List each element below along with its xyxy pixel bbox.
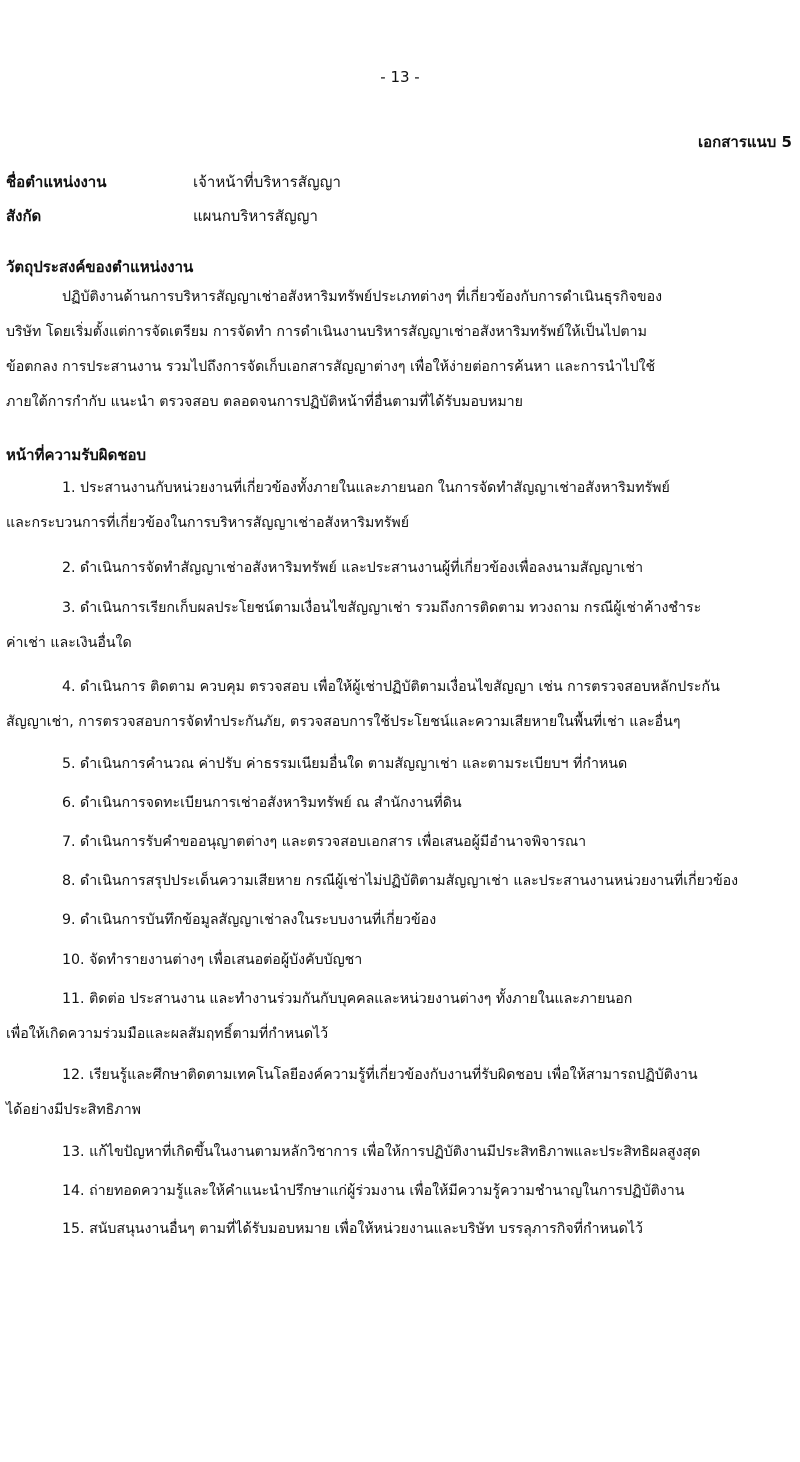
duty-item-12: 12. เรียนรู้และศึกษาติดตามเทคโนโลยีองค์ความรู้ที่เกี่ยวข้องกับงานที่รับผิดชอบ เพื่อให้สามารถปฏิบัติงาน ได้อย่างมีประสิทธิภาพ [6, 1067, 698, 1118]
objective-line: ภายใต้การกำกับ แนะนำ ตรวจสอบ ตลอดจนการปฏิบัติหน้าที่อื่นตามที่ได้รับมอบหมาย [6, 394, 523, 410]
duty-item-1: 1. ประสานงานกับหน่วยงานที่เกี่ยวข้องทั้งภายในและภายนอก ในการจัดทำสัญญาเช่าอสังหาริมทรัพย์ และกระบวนการที่เกี่ยวข้องในการบริหารสัญญาเช่าอสังหาริมทรัพย์ [6, 480, 670, 531]
duty-item-5: 5. ดำเนินการคำนวณ ค่าปรับ ค่าธรรมเนียมอื่นใด ตามสัญญาเช่า และตามระเบียบฯ ที่กำหนด [62, 756, 628, 772]
position-label: ชื่อตำแหน่งงาน [6, 173, 107, 191]
duty-item-15: 15. สนับสนุนงานอื่นๆ ตามที่ได้รับมอบหมาย เพื่อให้หน่วยงานและบริษัท บรรลุภารกิจที่กำหนดไว้ [62, 1221, 643, 1237]
duty-item-11: 11. ติดต่อ ประสานงาน และทำงานร่วมกันกับบุคคลและหน่วยงานต่างๆ ทั้งภายในและภายนอก เพื่อให้เกิดความร่วมมือและผลสัมฤทธิ์ตามที่กำหนดไว้ [6, 991, 633, 1042]
position-row [6, 170, 341, 194]
objective-line: บริษัท โดยเริ่มตั้งแต่การจัดเตรียม การจัดทำ การดำเนินงานบริหารสัญญาเช่าอสังหาริมทรัพย์ให้เป็นไปตาม [6, 324, 647, 340]
duty-item-6: 6. ดำเนินการจดทะเบียนการเช่าอสังหาริมทรัพย์ ณ สำนักงานที่ดิน [62, 795, 462, 811]
duty-item-2: 2. ดำเนินการจัดทำสัญญาเช่าอสังหาริมทรัพย์ และประสานงานผู้ที่เกี่ยวข้องเพื่อลงนามสัญญาเช่า [62, 560, 644, 576]
duty-item-13: 13. แก้ไขปัญหาที่เกิดขึ้นในงานตามหลักวิชาการ เพื่อให้การปฏิบัติงานมีประสิทธิภาพและประสิทธิผลสูงสุด [62, 1144, 701, 1160]
page-number: - 13 - [380, 68, 420, 86]
objective-line: ปฏิบัติงานด้านการบริหารสัญญาเช่าอสังหาริมทรัพย์ประเภทต่างๆ ที่เกี่ยวข้องกับการดำเนินธุรกิจของ [62, 289, 663, 305]
duty-item-8: 8. ดำเนินการสรุปประเด็นความเสียหาย กรณีผู้เช่าไม่ปฏิบัติตามสัญญาเช่า และประสานงานหน่วยงานที่เกี่ยวข้อง [62, 873, 739, 889]
duty-item-9: 9. ดำเนินการบันทึกข้อมูลสัญญาเช่าลงในระบบงานที่เกี่ยวข้อง [62, 912, 437, 928]
objective-paragraph [6, 280, 794, 420]
objective-line: ข้อตกลง การประสานงาน รวมไปถึงการจัดเก็บเอกสารสัญญาต่างๆ เพื่อให้ง่ายต่อการค้นหา และการนำไปใช้ [6, 359, 656, 375]
duty-item-4: 4. ดำเนินการ ติดตาม ควบคุม ตรวจสอบ เพื่อให้ผู้เช่าปฏิบัติตามเงื่อนไขสัญญา เช่น การตรวจสอบหลักประกัน สัญญาเช่า, การตรวจสอบการจัดทำประกันภัย, ตรวจสอบการใช้ประโยชน์และความเสียหายในพื้นที่เช่า และอื่นๆ [6, 679, 720, 730]
duty-item-14: 14. ถ่ายทอดความรู้และให้คำแนะนำปรึกษาแก่ผู้ร่วมงาน เพื่อให้มีความรู้ความชำนาญในการปฏิบัติงาน [62, 1183, 685, 1199]
duty-item-7: 7. ดำเนินการรับคำขออนุญาตต่างๆ และตรวจสอบเอกสาร เพื่อเสนอผู้มีอำนาจพิจารณา [62, 834, 587, 850]
objective-heading: วัตถุประสงค์ของตำแหน่งงาน [6, 258, 194, 276]
duty-item-3: 3. ดำเนินการเรียกเก็บผลประโยชน์ตามเงื่อนไขสัญญาเช่า รวมถึงการติดตาม ทวงถาม กรณีผู้เช่าค้างชำระ ค่าเช่า และเงินอื่นใด [6, 600, 702, 651]
position-value: เจ้าหน้าที่บริหารสัญญา [193, 173, 341, 191]
department-value: แผนกบริหารสัญญา [193, 207, 318, 225]
duties-heading: หน้าที่ความรับผิดชอบ [6, 446, 147, 464]
department-label: สังกัด [6, 207, 42, 225]
department-row [6, 204, 318, 228]
attachment-label: เอกสารแนบ 5 [698, 133, 792, 151]
duty-item-10: 10. จัดทำรายงานต่างๆ เพื่อเสนอต่อผู้บังคับบัญชา [62, 952, 363, 968]
